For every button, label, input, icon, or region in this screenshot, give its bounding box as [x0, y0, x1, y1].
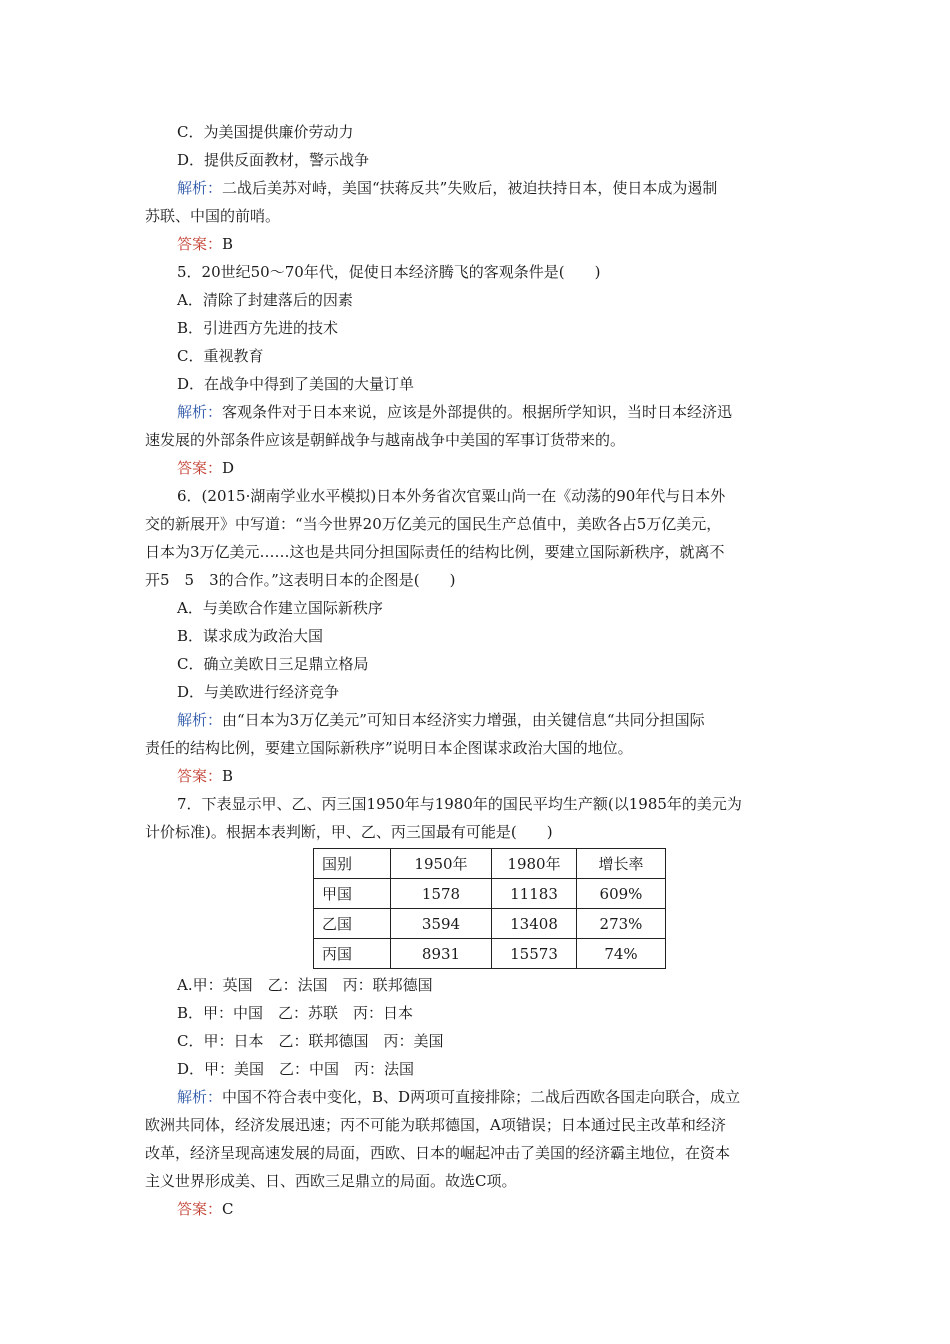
q7-answer-line [145, 1195, 807, 1223]
table-header-cell: 1950年 [391, 849, 492, 879]
q5-answer-line [145, 454, 807, 482]
gdp-table [313, 848, 666, 969]
q4-option-d: D．提供反面教材，警示战争 [177, 151, 370, 169]
table-row [314, 879, 666, 909]
q6-analysis-cont: 责任的结构比例，要建立国际新秩序”说明日本企图谋求政治大国的地位。 [145, 739, 633, 757]
q6-option-a: A．与美欧合作建立国际新秩序 [177, 599, 383, 617]
analysis-label: 解析： [177, 403, 223, 421]
table-header-cell: 国别 [314, 849, 391, 879]
table-cell: 甲国 [314, 879, 391, 909]
answer-value: B [222, 767, 234, 785]
analysis-text: 由“日本为3万亿美元”可知日本经济实力增强，由关键信息“共同分担国际 [222, 711, 705, 729]
table-cell: 609% [577, 879, 666, 909]
table-cell: 1578 [391, 879, 492, 909]
analysis-label: 解析： [177, 179, 223, 197]
q7-option-d: D．甲：美国 乙：中国 丙：法国 [177, 1060, 415, 1078]
q5-option-a: A．清除了封建落后的因素 [177, 291, 353, 309]
q7-option-b: B．甲：中国 乙：苏联 丙：日本 [177, 1004, 414, 1022]
analysis-text: 客观条件对于日本来说，应该是外部提供的。根据所学知识，当时日本经济迅 [222, 403, 733, 421]
q7-analysis-cont-3: 主义世界形成美、日、西欧三足鼎立的局面。故选C项。 [145, 1172, 517, 1190]
table-cell: 乙国 [314, 909, 391, 939]
q5-stem: 5．20世纪50～70年代，促使日本经济腾飞的客观条件是( ) [177, 263, 601, 281]
table-row [314, 939, 666, 969]
table-header-cell: 增长率 [577, 849, 666, 879]
table-cell: 11183 [492, 879, 577, 909]
q7-stem-2: 计价标准)。根据本表判断，甲、乙、丙三国最有可能是( ) [145, 823, 553, 841]
q7-option-c: C．甲：日本 乙：联邦德国 丙：美国 [177, 1032, 444, 1050]
answer-label: 答案： [177, 1200, 223, 1218]
table-row [314, 909, 666, 939]
q5-analysis-cont: 速发展的外部条件应该是朝鲜战争与越南战争中美国的军事订货带来的。 [145, 431, 626, 449]
table-header-row [314, 849, 666, 879]
q6-option-c: C．确立美欧日三足鼎立格局 [177, 655, 369, 673]
q5-option-c: C．重视教育 [177, 347, 264, 365]
table-header-cell: 1980年 [492, 849, 577, 879]
q6-analysis-line [145, 706, 807, 734]
q5-option-d: D．在战争中得到了美国的大量订单 [177, 375, 415, 393]
table-cell: 3594 [391, 909, 492, 939]
q7-option-a: A.甲：英国 乙：法国 丙：联邦德国 [177, 976, 433, 994]
q6-stem-4: 开5 5 3的合作。”这表明日本的企图是( ) [145, 571, 456, 589]
table-cell: 273% [577, 909, 666, 939]
q6-answer-line [145, 762, 807, 790]
document-body [145, 118, 807, 1223]
q4-answer-line [145, 230, 807, 258]
q6-option-b: B．谋求成为政治大国 [177, 627, 324, 645]
table-cell: 13408 [492, 909, 577, 939]
answer-label: 答案： [177, 459, 223, 477]
table-cell: 丙国 [314, 939, 391, 969]
table-cell: 8931 [391, 939, 492, 969]
q7-analysis-cont-2: 改革，经济呈现高速发展的局面，西欧、日本的崛起冲击了美国的经济霸主地位，在资本 [145, 1144, 731, 1162]
answer-value: D [222, 459, 235, 477]
analysis-label: 解析： [177, 1088, 223, 1106]
q4-analysis-line [145, 174, 807, 202]
q5-option-b: B．引进西方先进的技术 [177, 319, 339, 337]
answer-value: C [222, 1200, 234, 1218]
table-cell: 74% [577, 939, 666, 969]
q6-option-d: D．与美欧进行经济竞争 [177, 683, 340, 701]
q6-stem-1: 6．(2015·湖南学业水平模拟)日本外务省次官粟山尚一在《动荡的90年代与日本外 [177, 487, 726, 505]
q7-stem-1: 7．下表显示甲、乙、丙三国1950年与1980年的国民平均生产额(以1985年的美元为 [177, 795, 742, 813]
q4-analysis-cont: 苏联、中国的前哨。 [145, 207, 281, 225]
q7-analysis-cont-1: 欧洲共同体，经济发展迅速；丙不可能为联邦德国，A项错误；日本通过民主改革和经济 [145, 1116, 726, 1134]
q4-option-c: C．为美国提供廉价劳动力 [177, 123, 354, 141]
q7-analysis-line [145, 1083, 807, 1111]
q5-analysis-line [145, 398, 807, 426]
answer-label: 答案： [177, 235, 223, 253]
answer-label: 答案： [177, 767, 223, 785]
analysis-text: 二战后美苏对峙，美国“扶蒋反共”失败后，被迫扶持日本，使日本成为遏制 [222, 179, 718, 197]
answer-value: B [222, 235, 234, 253]
analysis-text: 中国不符合表中变化，B、D两项可直接排除；二战后西欧各国走向联合，成立 [222, 1088, 741, 1106]
analysis-label: 解析： [177, 711, 223, 729]
table-cell: 15573 [492, 939, 577, 969]
q6-stem-2: 交的新展开》中写道：“当今世界20万亿美元的国民生产总值中，美欧各占5万亿美元， [145, 515, 722, 533]
q6-stem-3: 日本为3万亿美元……这也是共同分担国际责任的结构比例，要建立国际新秩序，就离不 [145, 543, 725, 561]
